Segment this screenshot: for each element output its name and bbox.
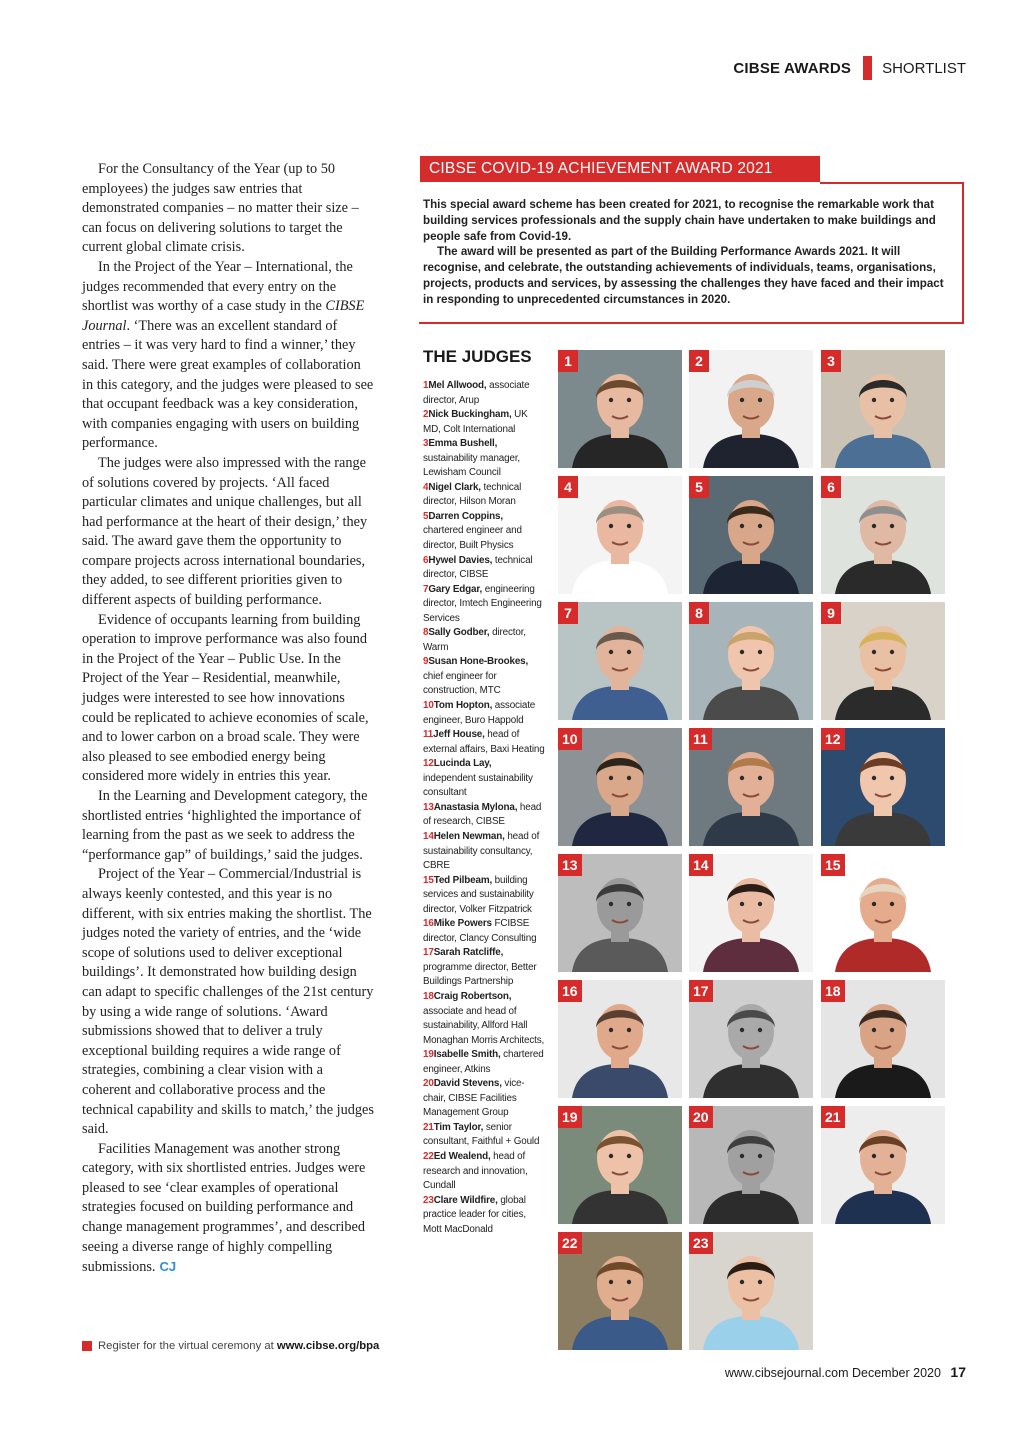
judge-photo <box>689 602 813 720</box>
judge-entry <box>423 510 545 554</box>
judge-role: programme director, Better Buildings Partnership <box>423 961 537 988</box>
photo-number-badge: 11 <box>689 728 712 750</box>
judge-name: Ed Wealend, <box>433 1150 491 1162</box>
judge-role: building services and sustainability director, Volker Fitzpatrick <box>423 874 534 915</box>
judge-entry <box>423 830 545 874</box>
judge-name: Susan Hone-Brookes, <box>428 656 529 668</box>
register-note <box>82 1340 382 1352</box>
judge-name: Helen Newman, <box>433 830 505 842</box>
register-text: Register for the virtual ceremony at <box>98 1340 274 1352</box>
judge-number: 16 <box>423 918 434 930</box>
judge-photo <box>558 350 682 468</box>
judge-number: 5 <box>423 510 429 522</box>
judge-role: head of external affairs, Baxi Heating <box>423 729 545 755</box>
judge-photo <box>821 476 945 594</box>
award-paragraph: The award will be presented as part of the Building Performance Awards 2021. It will recognise, and celebrate, the outstanding achievements of individuals, teams, organisations, projects, products and services, by assessing the challenges they have faced and their impact in responding to unprecedented circumstances in 2020. <box>423 245 944 306</box>
photo-number-badge: 12 <box>821 728 845 750</box>
body-paragraph <box>82 1140 374 1278</box>
judge-name: Mike Powers <box>433 918 492 930</box>
judge-photo <box>821 1106 945 1224</box>
judge-number: 11 <box>423 729 434 741</box>
judge-photo <box>558 728 682 846</box>
judge-photo <box>558 1232 682 1350</box>
judge-role: senior consultant, Faithful + Gould <box>423 1121 540 1148</box>
judge-name: Tom Hopton, <box>433 700 493 712</box>
judges-photo-grid <box>558 350 948 1355</box>
body-paragraph: Evidence of occupants learning from building operation to improve performance was also found in the Project of the Year – Public Use. In the Project of the Year – Residential, meanwhile, judges were interested to see how innovations could be replicated to achieve economies of scale, and to lower carbon on a broad scale. They were also pleased to see embodied energy being considered more widely in entries this year. <box>82 611 369 785</box>
judge-entry <box>423 379 545 408</box>
judge-entry <box>423 481 545 510</box>
judge-number: 13 <box>423 801 434 813</box>
judge-role: UK MD, Colt International <box>423 409 528 435</box>
judge-entry <box>423 757 545 801</box>
judge-photo <box>689 350 813 468</box>
publication-title: CIBSE Journal <box>82 298 365 334</box>
body-paragraph: In the Learning and Development category, the shortlisted entries ‘highlighted the importance of learning from the past as we seek to address the “performance gap” of buildings,’ said the judges. <box>82 788 368 863</box>
judge-name: Sarah Ratcliffe, <box>433 947 504 959</box>
judge-role: head of research, CIBSE <box>423 801 542 828</box>
judge-number: 14 <box>423 830 434 842</box>
photo-number-badge: 17 <box>689 980 713 1002</box>
photo-number-badge: 20 <box>689 1106 713 1128</box>
photo-number-badge: 7 <box>558 602 578 624</box>
judge-entry <box>423 874 545 918</box>
photo-number-badge: 10 <box>558 728 582 750</box>
photo-number-badge: 14 <box>689 854 713 876</box>
judge-photo <box>689 1106 813 1224</box>
judge-number: 4 <box>423 481 429 493</box>
judge-name: Darren Coppins, <box>428 510 503 522</box>
judge-name: Tim Taylor, <box>433 1121 484 1133</box>
judge-role: head of research and innovation, Cundall <box>423 1150 528 1192</box>
judge-name: Isabelle Smith, <box>433 1049 501 1061</box>
bullet-square <box>82 1341 92 1351</box>
journal-signoff: CJ <box>159 1259 177 1275</box>
judge-number: 1 <box>423 380 429 391</box>
judge-role: associate and head of sustainability, Allford Hall Monaghan Morris Architects, <box>423 1005 545 1046</box>
award-title: CIBSE COVID-19 ACHIEVEMENT AWARD 2021 <box>420 156 820 182</box>
judge-entry <box>423 1194 545 1238</box>
judges-heading: THE JUDGES <box>423 347 532 366</box>
judge-photo <box>558 1106 682 1224</box>
judge-photo <box>689 728 813 846</box>
judge-role: FCIBSE director, Clancy Consulting <box>423 918 537 944</box>
judge-number: 2 <box>423 409 429 421</box>
judge-role: vice-chair, CIBSE Facilities Management Group <box>423 1078 525 1119</box>
judge-number: 21 <box>423 1121 434 1133</box>
judge-number: 22 <box>423 1150 434 1162</box>
body-paragraph: The judges were also impressed with the range of solutions covered by projects. ‘All faced particular climates and unique challenges, but all had performance at the heart of their design,’ they said. The award gave them the opportunity to compare projects across international boundaries, they added, to see different priorities given to different aspects of building performance. <box>82 454 368 609</box>
judge-role: chief engineer for construction, MTC <box>423 670 501 697</box>
judge-entry <box>423 917 545 946</box>
header-divider <box>863 56 872 80</box>
judge-name: Sally Godber, <box>428 627 490 639</box>
photo-number-badge: 2 <box>689 350 709 372</box>
judge-role: global practice leader for cities, Mott MacDonald <box>423 1194 526 1235</box>
judge-role: chartered engineer, Atkins <box>423 1049 544 1075</box>
judge-name: Craig Robertson, <box>433 990 512 1002</box>
judge-photo <box>821 350 945 468</box>
judge-entry <box>423 990 545 1048</box>
judge-role: director, Warm <box>423 627 526 653</box>
photo-number-badge: 5 <box>689 476 709 498</box>
photo-number-badge: 1 <box>558 350 578 372</box>
judge-entry <box>423 801 545 830</box>
register-link[interactable]: www.cibse.org/bpa <box>276 1340 380 1352</box>
photo-number-badge: 22 <box>558 1232 582 1254</box>
photo-number-badge: 9 <box>821 602 841 624</box>
photo-number-badge: 19 <box>558 1106 582 1128</box>
judge-name: Mel Allwood, <box>428 380 487 391</box>
judge-photo <box>558 602 682 720</box>
judge-number: 3 <box>423 438 429 450</box>
judge-name: Jeff House, <box>433 729 485 741</box>
judge-number: 8 <box>423 627 429 639</box>
photo-number-badge: 3 <box>821 350 841 372</box>
body-paragraph: Project of the Year – Commercial/Industrial is always keenly contested, and this year is no different, with six entries making the shortlist. The judges noted the variety of entries, and the ‘wide scope of solutions used to deliver exceptional buildings’. It demonstrated how building design can adapt to specific challenges of the 21st century by using a wide range of solutions. ‘Award submissions showed that to deliver a truly exceptional building requires a wide range of strategies, combining a clear vision with a coherent and collaborative process and the technical capability and skills to match,’ the judges said. <box>82 866 374 1138</box>
judge-entry <box>423 554 545 583</box>
judge-name: Gary Edgar, <box>428 583 483 595</box>
judge-name: Nigel Clark, <box>428 481 481 493</box>
photo-number-badge: 21 <box>821 1106 845 1128</box>
judge-role: independent sustainability consultant <box>423 772 533 799</box>
judge-number: 19 <box>423 1049 434 1061</box>
judge-photo <box>689 1232 813 1350</box>
judge-role: technical director, CIBSE <box>423 554 533 581</box>
judge-photo <box>558 854 682 972</box>
judge-photo <box>689 980 813 1098</box>
judge-number: 23 <box>423 1194 434 1206</box>
judge-entry <box>423 437 545 481</box>
judge-name: Nick Buckingham, <box>428 409 512 421</box>
photo-number-badge: 15 <box>821 854 845 876</box>
award-description <box>423 197 948 308</box>
judge-number: 6 <box>423 554 429 566</box>
page-number: 17 <box>950 1364 966 1380</box>
judge-role: technical director, Hilson Moran <box>423 481 522 508</box>
body-paragraph-text: Facilities Management was another strong category, with six shortlisted entries. Judges were pleased to see ‘clear examples of operational strategies focused on building performance and change management programmes’, and described seeing a diverse range of highly compelling submissions. <box>82 1140 366 1276</box>
judge-entry <box>423 699 545 728</box>
judge-photo <box>558 476 682 594</box>
judge-entry <box>423 626 545 655</box>
judge-photo <box>821 854 945 972</box>
page-footer <box>725 1364 966 1380</box>
judge-entry <box>423 1150 545 1194</box>
running-header <box>733 57 966 79</box>
judge-photo <box>821 728 945 846</box>
judge-entry <box>423 408 545 437</box>
photo-number-badge: 16 <box>558 980 582 1002</box>
judge-photo <box>821 980 945 1098</box>
photo-number-badge: 18 <box>821 980 845 1002</box>
judge-name: Ted Pilbeam, <box>433 874 493 886</box>
judge-role: associate engineer, Buro Happold <box>423 700 536 726</box>
photo-number-badge: 4 <box>558 476 578 498</box>
body-paragraph: For the Consultancy of the Year (up to 50 employees) the judges saw entries that demonstrated companies – no matter their size – can focus on delivering solutions to target the current global climate crisis. <box>82 161 359 256</box>
judge-role: engineering director, Imtech Engineering Services <box>423 583 542 624</box>
judge-entry <box>423 1048 545 1077</box>
judge-name: David Stevens, <box>433 1078 502 1090</box>
judge-photo <box>821 602 945 720</box>
photo-number-badge: 13 <box>558 854 582 876</box>
judge-entry <box>423 728 545 757</box>
judge-number: 10 <box>423 700 434 712</box>
judge-number: 20 <box>423 1078 434 1090</box>
judge-photo <box>689 854 813 972</box>
judge-number: 7 <box>423 583 429 595</box>
judge-name: Hywel Davies, <box>428 554 493 566</box>
photo-number-badge: 8 <box>689 602 709 624</box>
judge-photo <box>558 980 682 1098</box>
judge-number: 9 <box>423 656 429 668</box>
judges-list <box>423 379 545 1237</box>
subsection-label: SHORTLIST <box>882 59 966 77</box>
judge-entry <box>423 1077 545 1121</box>
judge-entry <box>423 946 545 990</box>
body-paragraph: In the Project of the Year – International, the judges recommended that every entry on the shortlist was worthy of a case study in the CIBSE Journal. ‘There was an excellent standard of entries – it was very hard to find a winner,’ they said. There were great examples of collaboration in this category, and the judges were pleased to see that occupant feedback was a key consideration, with companies engaging with users on building performance. <box>82 258 374 452</box>
footer-issue: December 2020 <box>851 1366 941 1380</box>
judge-number: 15 <box>423 874 434 886</box>
judge-role: sustainability manager, Lewisham Council <box>423 452 521 479</box>
judge-number: 18 <box>423 990 434 1002</box>
judge-entry <box>423 1121 545 1150</box>
judge-role: chartered engineer and director, Built Physics <box>423 525 522 552</box>
section-label: CIBSE AWARDS <box>733 59 852 77</box>
judge-name: Emma Bushell, <box>428 438 498 450</box>
judge-entry <box>423 655 545 699</box>
judge-role: associate director, Arup <box>423 380 530 406</box>
judge-photo <box>689 476 813 594</box>
photo-number-badge: 6 <box>821 476 841 498</box>
judge-name: Lucinda Lay, <box>433 758 492 770</box>
footer-site: www.cibsejournal.com <box>724 1366 849 1380</box>
photo-number-badge: 23 <box>689 1232 713 1254</box>
judge-number: 12 <box>423 758 434 770</box>
award-paragraph: This special award scheme has been created for 2021, to recognise the remarkable work that building services professionals and the supply chain have undertaken to make buildings and people safe from Covid-19. <box>423 198 936 243</box>
judge-name: Anastasia Mylona, <box>433 801 518 813</box>
judge-entry <box>423 583 545 627</box>
article-body <box>82 160 374 1278</box>
judge-number: 17 <box>423 947 434 959</box>
judge-role: head of sustainability consultancy, CBRE <box>423 830 540 872</box>
judge-name: Clare Wildfire, <box>433 1194 498 1206</box>
